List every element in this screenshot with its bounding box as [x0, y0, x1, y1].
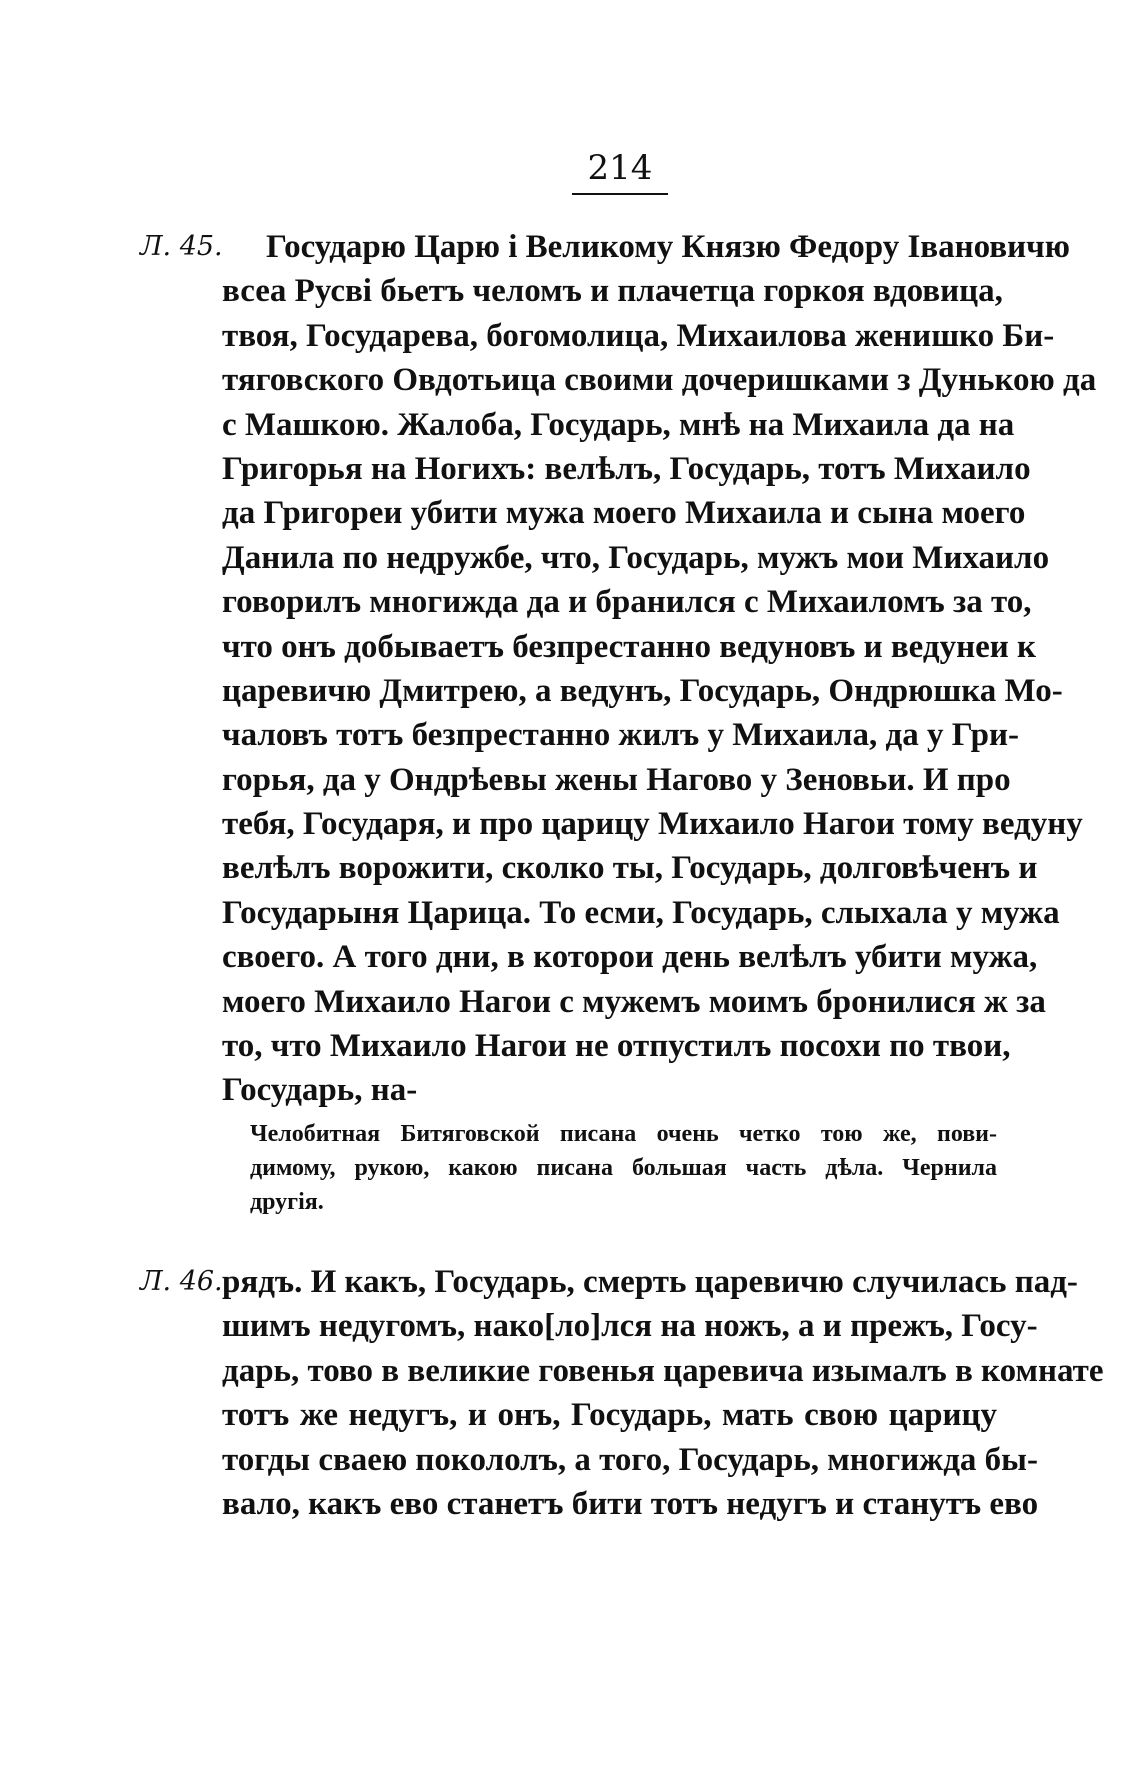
text-line: Государыня Царица. То есми, Государь, слыхала у мужа: [222, 894, 1060, 931]
text-line: Государь, на-: [222, 1072, 418, 1109]
text-line: горья, да у Ондрѣевы жены Нагово у Зеновьи. И про: [222, 761, 1011, 798]
page-number: 214: [587, 148, 653, 188]
petition-text-block: [222, 225, 1097, 1113]
text-line: то, что Михаило Нагои не отпустилъ посохи по твои,: [222, 1028, 1011, 1065]
text-line: тебя, Государя, и про царицу Михаило Нагои тому ведуну: [222, 806, 1083, 843]
text-line: моего Михаило Нагои с мужемъ моимъ бронилися ж за: [222, 983, 1046, 1020]
text-line: с Машкою. Жалоба, Государь, мнѣ на Михаила да на: [222, 406, 1015, 443]
note-line: димому, рукою, какою писана большая часть дѣла. Чернила: [250, 1155, 997, 1181]
text-line: шимъ недугомъ, нако[ло]лся на ножъ, а и прежъ, Госу-: [222, 1308, 1038, 1345]
editorial-note: [250, 1117, 997, 1219]
text-line: всеа Русві бьетъ челомъ и плачетца горкоя вдовица,: [222, 273, 1003, 310]
text-line: говорилъ многижда да и бранился с Михаиломъ за то,: [222, 584, 1032, 621]
folio-label-45: Л. 45.: [140, 231, 223, 262]
note-line: другія.: [250, 1189, 324, 1215]
text-line: тяговского Овдотьица своими дочеришками з Дунькою да: [222, 362, 1097, 399]
text-line: чаловъ тотъ безпрестанно жилъ у Михаила, да у Гри-: [222, 717, 1019, 754]
folio-label-46: Л. 46.: [140, 1266, 223, 1297]
text-line: тотъ же недугъ, и онъ, Государь, мать свою царицу: [222, 1397, 997, 1434]
text-line: вало, какъ ево станетъ бити тотъ недугъ и станутъ ево: [222, 1485, 1039, 1522]
text-line: Григорья на Ногихъ: велѣлъ, Государь, тотъ Михаило: [222, 450, 1031, 487]
text-line: велѣлъ ворожити, сколко ты, Государь, долговѣченъ и: [222, 850, 1038, 887]
text-line: тогды сваею покололъ, а того, Государь, многижда бы-: [222, 1441, 1038, 1478]
continuation-text-block: [222, 1260, 1104, 1526]
text-line: рядъ. И какъ, Государь, смерть царевичю случилась пад-: [222, 1264, 1078, 1300]
text-line: своего. А того дни, в которои день велѣлъ убити мужа,: [222, 939, 1038, 976]
note-line: Челобитная Битяговской писана очень четко тою же, пови-: [250, 1121, 997, 1147]
text-line: Государю Царю і Великому Князю Федору Івановичю: [266, 229, 1070, 265]
text-line: царевичю Дмитрею, а ведунъ, Государь, Ондрюшка Мо-: [222, 672, 1063, 709]
text-line: что онъ добываетъ безпрестанно ведуновъ и ведунеи к: [222, 628, 1037, 665]
text-line: Данила по недружбе, что, Государь, мужъ мои Михаило: [222, 539, 1050, 576]
text-line: твоя, Государева, богомолица, Михаилова женишко Би-: [222, 317, 1055, 354]
page-number-underline: [572, 193, 668, 195]
text-line: да Григореи убити мужа моего Михаила и сына моего: [222, 495, 1026, 532]
text-line: дарь, тово в великие говенья царевича изымалъ в комнате: [222, 1352, 1104, 1389]
